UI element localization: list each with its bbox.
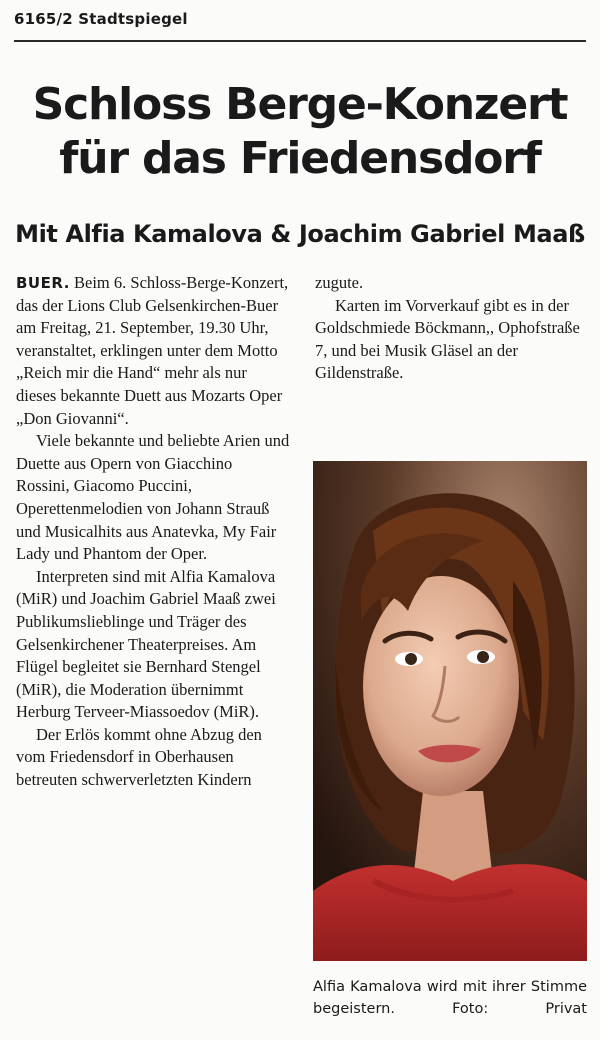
headline-line-2: für das Friedensdorf <box>59 133 541 184</box>
photo-caption: Alfia Kamalova wird mit ihrer Stimme begeistern. Foto: Privat <box>313 979 587 1017</box>
article-paragraph-4: Der Erlös kommt ohne Abzug den vom Friedensdorf in Oberhausen betreuten schwerverletzten Kindern <box>16 724 262 790</box>
issue-label: 6165/2 Stadtspiegel <box>14 10 188 28</box>
article-paragraph-4-continued: zugute. <box>315 273 364 292</box>
headline <box>14 78 586 186</box>
article-paragraph-2: Viele bekannte und beliebte Arien und Duette aus Opern von Giacchino Rossini, Giacomo Puccini, Operettenmelodien von Johann Strauß und Musicalhits aus Anatevka, My Fair Lady und Phantom der Oper. <box>16 431 290 564</box>
article-paragraph-5: Karten im Vorverkauf gibt es in der Goldschmiede Böckmann,, Ophofstraße 7, und bei Musik Gläsel an der Gildenstraße. <box>315 295 580 383</box>
header-rule <box>14 40 586 42</box>
article-column-right <box>315 272 587 385</box>
dateline: BUER. <box>16 274 70 292</box>
article-paragraph-3: Interpreten sind mit Alfia Kamalova (MiR) und Joachim Gabriel Maaß zwei Publikumslieblinge und Träger des Gelsenkirchener Theaterpreises. Am Flügel begleitet sie Bernhard Stengel (MiR), die Moderation übernimmt Herburg Terveer-Miassoedov (MiR). <box>16 566 276 722</box>
article-column-left <box>16 272 290 792</box>
subheadline: Mit Alfia Kamalova & Joachim Gabriel Maaß <box>15 220 585 248</box>
portrait-photo-image <box>313 461 587 961</box>
article-paragraph-1 <box>16 272 290 430</box>
paragraph-1-text: Beim 6. Schloss-Berge-Konzert, das der Lions Club Gelsenkirchen-Buer am Freitag, 21. September, 19.30 Uhr, veranstaltet, erklingen unter dem Motto „Reich mir die Hand“ mehr als nur dieses bekannte Duett aus Mozarts Oper „Don Giovanni“. <box>16 273 289 428</box>
portrait-photo <box>313 461 587 961</box>
headline-line-1: Schloss Berge-Konzert <box>32 79 568 130</box>
